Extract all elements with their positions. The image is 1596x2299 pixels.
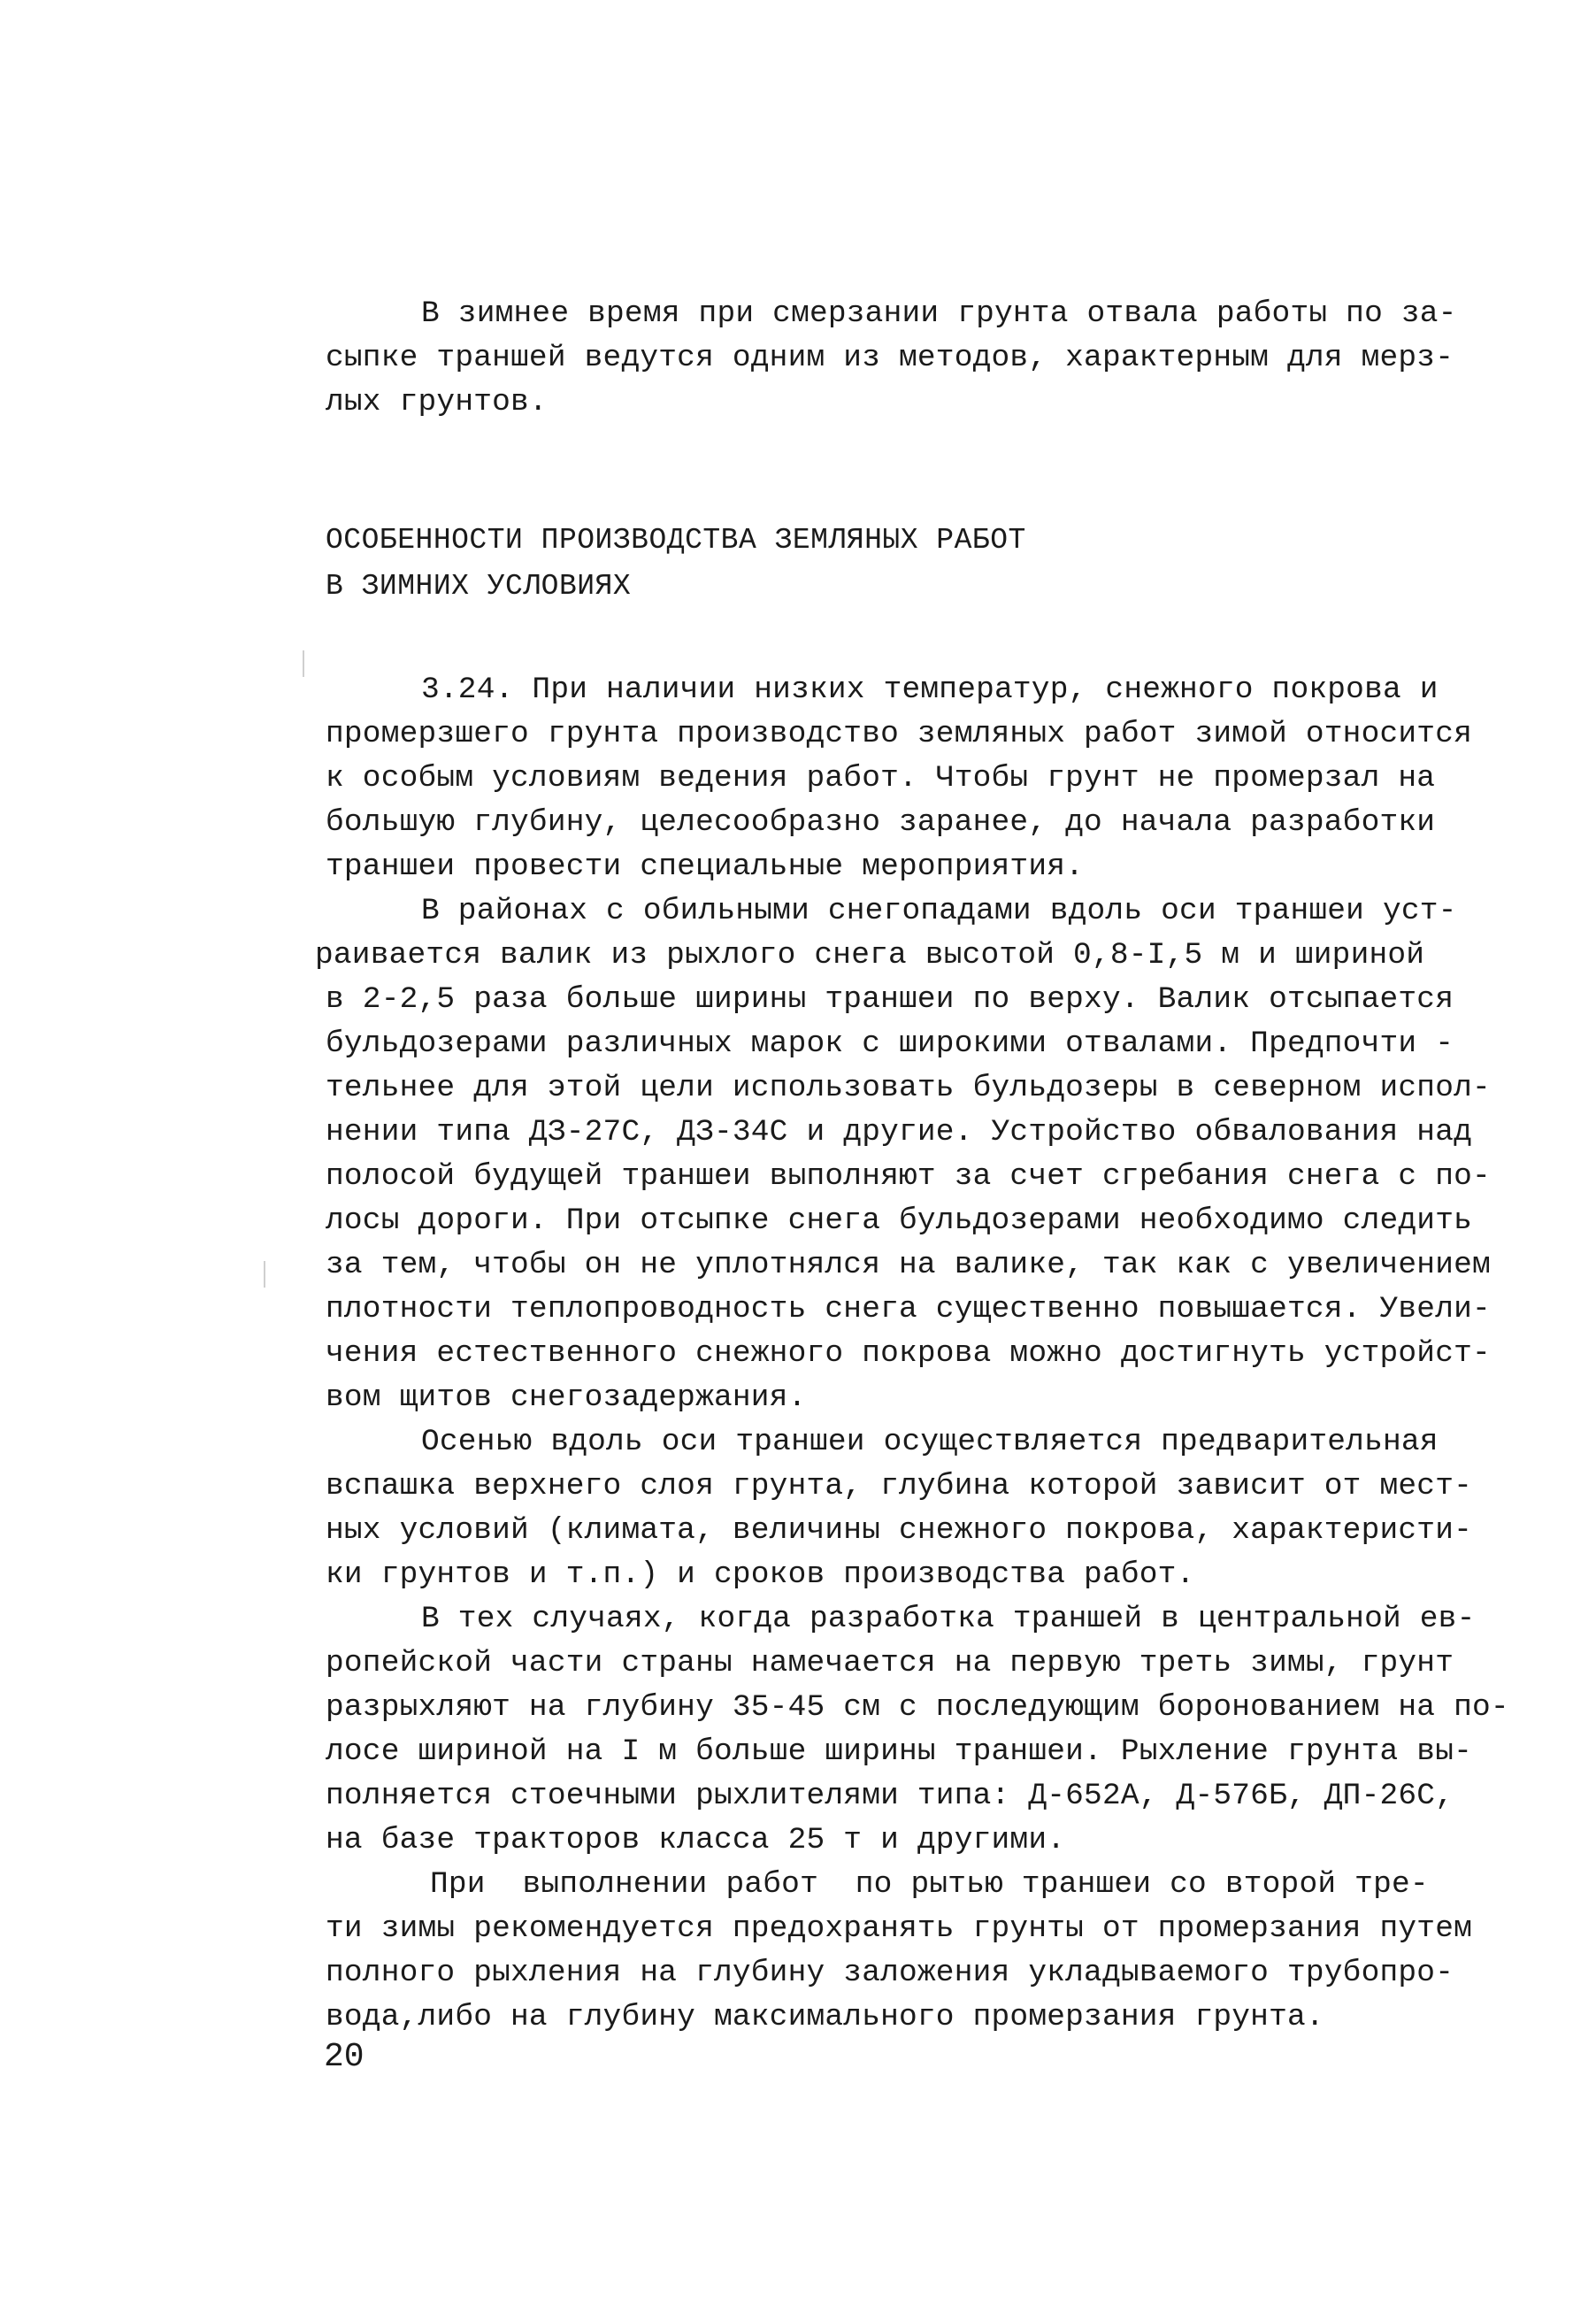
scan-artifact [303, 650, 304, 677]
intro-paragraph [326, 292, 1485, 425]
text-line: бульдозерами различных марок с широкими отвалами. Предпочти - [326, 1026, 1454, 1061]
document-page [315, 292, 1509, 2040]
text-line: траншеи провести специальные мероприятия. [326, 850, 1085, 884]
text-line: большую глубину, целесообразно заранее, до начала разработки [326, 805, 1436, 840]
text-line: полосой будущей траншеи выполняют за счет сгребания снега с по- [326, 1159, 1491, 1194]
paragraph-3-24 [326, 668, 1485, 889]
page-number: 20 [324, 2038, 364, 2076]
heading-line: В ЗИМНИХ УСЛОВИЯХ [326, 570, 632, 603]
text-line: плотности теплопроводность снега существенно повышается. Увели- [326, 1292, 1491, 1326]
text-line: В зимнее время при смерзании грунта отвала работы по за- [421, 296, 1457, 331]
text-line: промерзшего грунта производство земляных работ зимой относится [326, 717, 1473, 751]
text-line: вода,либо на глубину максимального промерзания грунта. [326, 2000, 1324, 2034]
text-line: При выполнении работ по рытью траншеи со второй тре- [430, 1867, 1429, 1902]
text-line: вом щитов снегозадержания. [326, 1380, 807, 1415]
text-line: ки грунтов и т.п.) и сроков производства работ. [326, 1557, 1195, 1592]
heading-line: ОСОБЕННОСТИ ПРОИЗВОДСТВА ЗЕМЛЯНЫХ РАБОТ [326, 524, 1026, 557]
paragraph-second-third [326, 1863, 1485, 2040]
text-line: полного рыхления на глубину заложения укладываемого трубопро- [326, 1956, 1454, 1990]
text-line: Осенью вдоль оси траншеи осуществляется предварительная [421, 1425, 1439, 1459]
text-line: разрыхляют на глубину 35-45 см с последующим боронованием на по- [326, 1690, 1509, 1725]
text-line: раивается валик из рыхлого снега высотой 0,8-I,5 м и шириной [315, 938, 1425, 973]
text-line: чения естественного снежного покрова можно достигнуть устройст- [326, 1336, 1491, 1371]
text-line: в 2-2,5 раза больше ширины траншеи по верху. Валик отсыпается [326, 982, 1454, 1017]
section-heading [326, 518, 1485, 610]
paragraph-snow-ridge [315, 889, 1491, 1420]
text-line: за тем, чтобы он не уплотнялся на валике, так как с увеличением [326, 1248, 1491, 1282]
text-line: вспашка верхнего слоя грунта, глубина которой зависит от мест- [326, 1469, 1473, 1503]
paragraph-autumn-plowing [326, 1420, 1485, 1597]
text-line: ных условий (климата, величины снежного покрова, характеристи- [326, 1513, 1473, 1548]
text-line: лых грунтов. [326, 385, 548, 419]
text-line: В тех случаях, когда разработка траншей в центральной ев- [421, 1602, 1476, 1636]
text-line: ти зимы рекомендуется предохранять грунты от промерзания путем [326, 1911, 1473, 1946]
text-line: лосы дороги. При отсыпке снега бульдозерами необходимо следить [326, 1203, 1473, 1238]
text-line: на базе тракторов класса 25 т и другими. [326, 1823, 1066, 1857]
scan-artifact [264, 1261, 265, 1288]
text-line: к особым условиям ведения работ. Чтобы грунт не промерзал на [326, 761, 1436, 796]
text-line: тельнее для этой цели использовать бульдозеры в северном испол- [326, 1071, 1491, 1105]
text-line: полняется стоечными рыхлителями типа: Д-652А, Д-576Б, ДП-26С, [326, 1779, 1454, 1813]
text-line: ропейской части страны намечается на первую треть зимы, грунт [326, 1646, 1454, 1680]
paragraph-loosening [326, 1597, 1509, 1863]
text-line: нении типа ДЗ-27С, ДЗ-34С и другие. Устройство обвалования над [326, 1115, 1473, 1150]
text-line: лосе шириной на I м больше ширины траншеи. Рыхление грунта вы- [326, 1734, 1473, 1769]
text-line: В районах с обильными снегопадами вдоль оси траншеи уст- [421, 894, 1457, 928]
text-line: сыпке траншей ведутся одним из методов, характерным для мерз- [326, 341, 1454, 375]
text-line: 3.24. При наличии низких температур, снежного покрова и [421, 673, 1439, 707]
